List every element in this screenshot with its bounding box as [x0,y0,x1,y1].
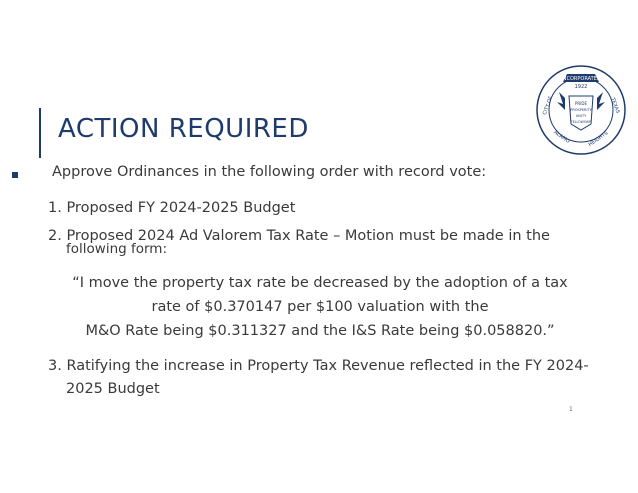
list-item-3: 3. Ratifying the increase in Property Tax Revenue reflected in the FY 2024- [48,358,589,374]
svg-text:INCORPORATED: INCORPORATED [561,76,601,82]
list-item-2: 2. Proposed 2024 Ad Valorem Tax Rate – Motion must be made in the [48,228,550,244]
title-accent-bar [39,108,41,158]
list-item-2-continued: following form: [66,241,168,257]
motion-quote-line-3: M&O Rate being $0.311327 and the I&S Rate being $0.058820.” [85,323,555,339]
city-seal-logo [535,64,627,156]
page-number: 1 [569,406,573,413]
svg-text:FELLOWSHIP: FELLOWSHIP [570,120,592,124]
motion-quote-line-2: rate of $0.370147 per $100 valuation with the [151,299,489,315]
svg-text:TEXAS: TEXAS [609,97,621,115]
svg-text:PROSPERITY: PROSPERITY [570,108,592,112]
svg-text:UNITY: UNITY [575,114,587,118]
motion-quote-line-1: “I move the property tax rate be decreased by the adoption of a tax [72,275,568,291]
slide-title: ACTION REQUIRED [58,114,309,144]
svg-text:1922: 1922 [574,84,588,90]
svg-text:PRIDE: PRIDE [575,101,587,106]
list-item-1: 1. Proposed FY 2024-2025 Budget [48,200,296,216]
bullet-square-icon [12,172,18,178]
svg-text:CITY OF: CITY OF [541,95,555,116]
list-item-3-continued: 2025 Budget [66,381,160,397]
svg-text:ALAMO: ALAMO [552,129,571,145]
svg-text:HEIGHTS: HEIGHTS [587,130,610,149]
intro-text: Approve Ordinances in the following order with record vote: [52,164,487,180]
